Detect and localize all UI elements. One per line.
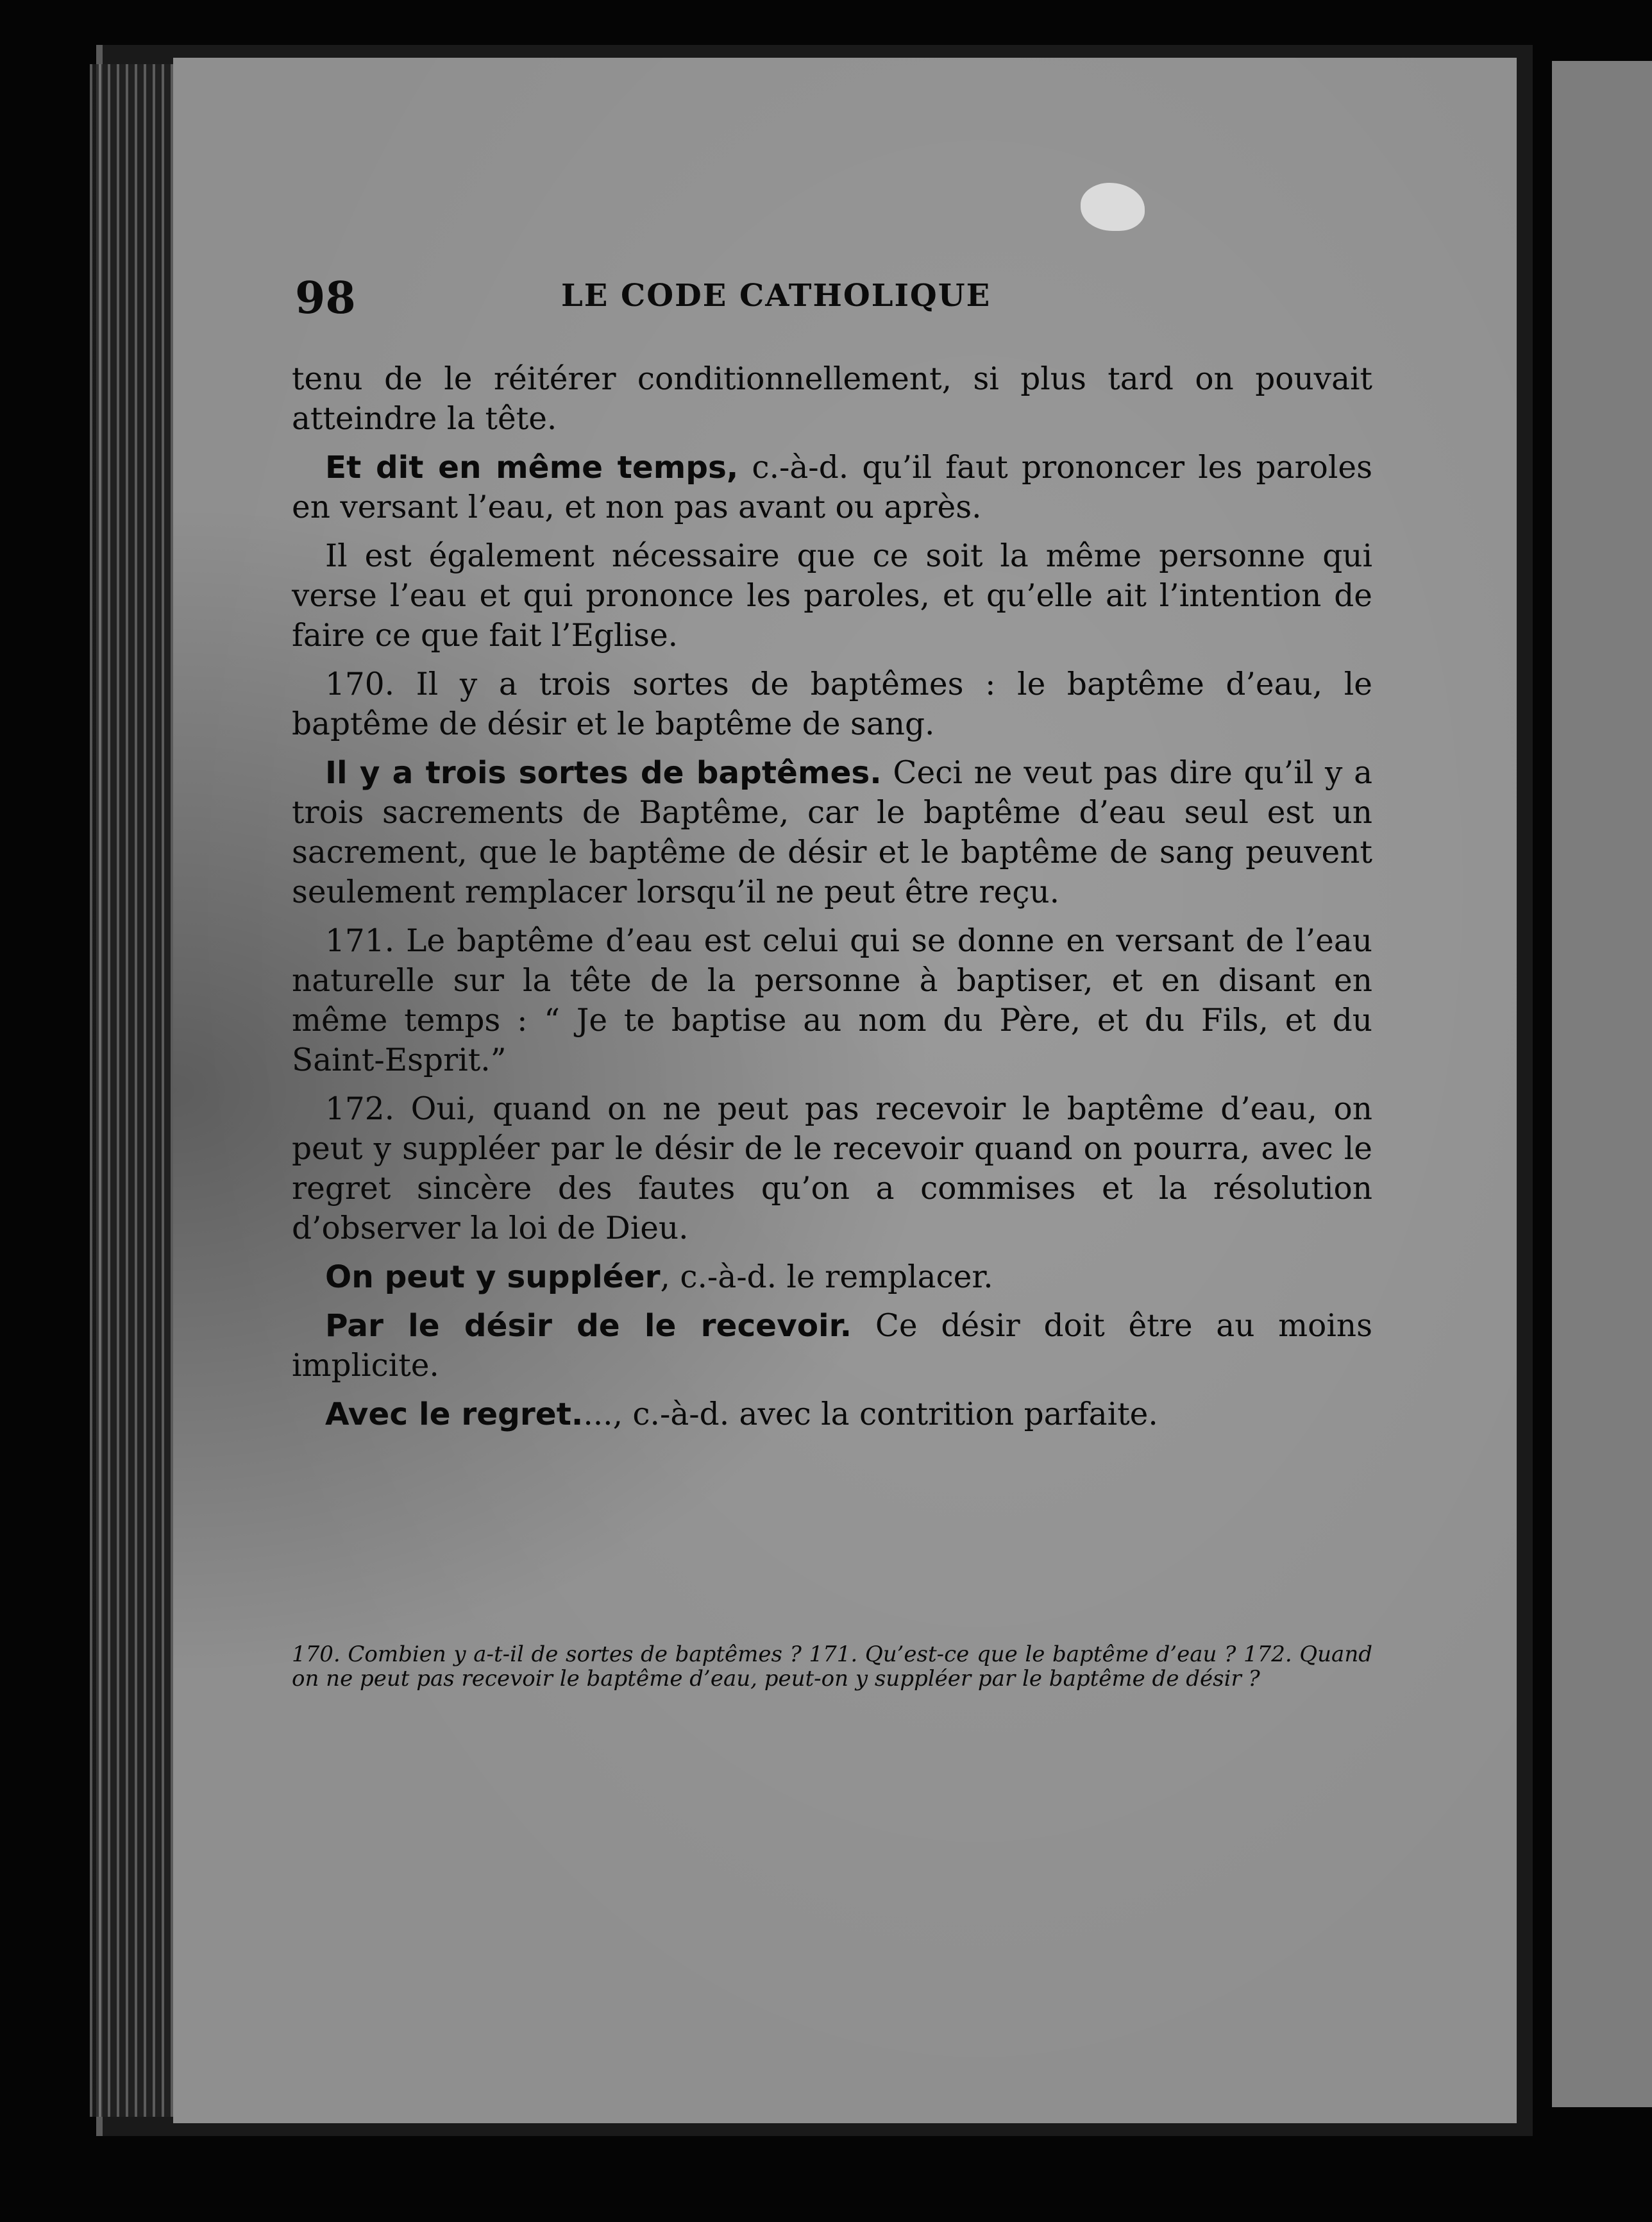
- paragraph-lead: On peut y suppléer: [325, 1259, 661, 1295]
- paragraph: [292, 448, 1372, 527]
- page-number: 98: [295, 273, 356, 324]
- paragraph-lead: Par le désir de le recevoir.: [325, 1308, 852, 1344]
- paragraph: [292, 1306, 1372, 1386]
- page-header: [295, 273, 1385, 324]
- paragraph-text: , c.-à-d. le remplacer.: [660, 1259, 993, 1295]
- paragraph: [292, 536, 1372, 656]
- paragraph-text: 172. Oui, quand on ne peut pas recevoir le baptême d’eau, on peut y suppléer par le désir de le recevoir quand on pourra, avec le regret sincère des fautes qu’on a commises et la résolution d’observer la loi de Dieu.: [292, 1091, 1372, 1246]
- paragraph: [292, 1395, 1372, 1434]
- running-title: LE CODE CATHOLIQUE: [561, 278, 991, 314]
- paragraph: [292, 359, 1372, 439]
- facing-page-edge: [1552, 61, 1652, 2107]
- paragraph-text: ..., c.-à-d. avec la contrition parfaite.: [583, 1396, 1158, 1432]
- paragraph: [292, 753, 1372, 912]
- footnote-questions: 170. Combien y a-t-il de sortes de baptêmes ? 171. Qu’est-ce que le baptême d’eau ? 172. Quand on ne peut pas recevoir le baptême d’eau, peut-on y suppléer par le baptême de désir ?: [292, 1641, 1372, 1692]
- paragraph: [292, 1089, 1372, 1248]
- paragraph: [292, 665, 1372, 744]
- paragraph-lead: Il y a trois sortes de baptêmes.: [325, 755, 882, 791]
- paragraph-text: tenu de le réitérer conditionnellement, si plus tard on pouvait atteindre la tête.: [292, 361, 1372, 437]
- paragraph: [292, 921, 1372, 1080]
- paragraph-text: Il est également nécessaire que ce soit la même personne qui verse l’eau et qui prononce les paroles, et qu’elle ait l’intention de faire ce que fait l’Eglise.: [292, 538, 1372, 654]
- paragraph-text: c.-à-d. qu’il faut prononcer les paroles en versant l’eau, et non pas avant ou après.: [292, 450, 1372, 525]
- paragraph-text: 170. Il y a trois sortes de baptêmes : le baptême d’eau, le baptême de désir et le baptême de sang.: [292, 666, 1372, 742]
- paragraph-lead: Et dit en même temps,: [325, 450, 739, 486]
- paragraph-lead: Avec le regret.: [325, 1396, 584, 1432]
- paragraph: [292, 1257, 1372, 1297]
- paper-blemish: [1081, 183, 1145, 231]
- paragraph-text: 171. Le baptême d’eau est celui qui se donne en versant de l’eau naturelle sur la tête de la personne à baptiser, et en disant en même temps : “ Je te baptise au nom du Père, et du Fils, et du Saint-Esprit.”: [292, 923, 1372, 1078]
- paragraph-text: Ce désir doit être au moins implicite.: [292, 1308, 1372, 1384]
- page-stack-edges: [90, 64, 180, 2117]
- paragraph-text: Ceci ne veut pas dire qu’il y a trois sacrements de Baptême, car le baptême d’eau seul est un sacrement, que le baptême de désir et le baptême de sang peuvent seulement remplacer lorsqu’il ne peut être reçu.: [292, 755, 1372, 910]
- body-text: [292, 359, 1372, 1443]
